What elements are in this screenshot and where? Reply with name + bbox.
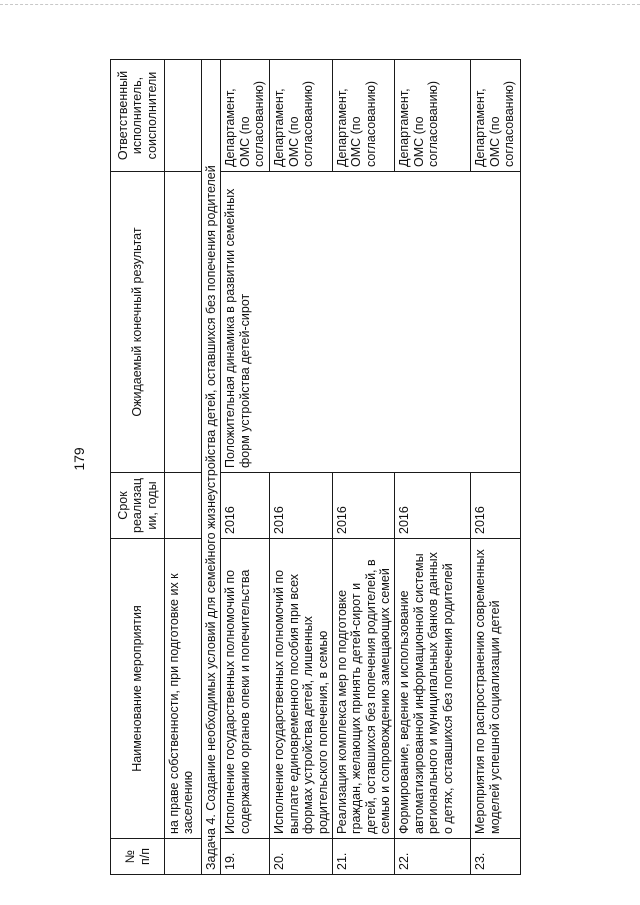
continuation-name: на праве собственности, при подготовке их к заселению	[165, 539, 202, 839]
header-result: Ожидаемый конечный результат	[111, 172, 165, 473]
continuation-term	[165, 473, 202, 539]
row-num: 23.	[471, 839, 521, 875]
row-responsible: Департамент, ОМС (по согласованию)	[471, 60, 521, 172]
row-term: 2016	[221, 473, 270, 539]
continuation-responsible	[165, 60, 202, 172]
table-rotation-frame	[110, 60, 517, 875]
row-responsible: Департамент, ОМС (по согласованию)	[332, 60, 395, 172]
scan-edge-line	[0, 4, 640, 5]
row-name: Реализация комплекса мер по подготовке граждан, желающих принять детей-сирот и детей, оставшихся без попечения родителей, в семью и сопровождению замещающих семей	[332, 539, 395, 839]
task-row	[202, 60, 221, 875]
table-header-row	[111, 60, 165, 875]
continuation-num	[165, 839, 202, 875]
header-responsible: Ответственный исполнитель, соисполнители	[111, 60, 165, 172]
row-term: 2016	[270, 473, 333, 539]
row-num: 22.	[395, 839, 471, 875]
row-responsible: Департамент, ОМС (по согласованию)	[395, 60, 471, 172]
row-num: 20.	[270, 839, 333, 875]
row-name: Формирование, ведение и использование автоматизированной информационной системы регионального и муниципальных банков данных о детях, оставшихся без попечения родителей	[395, 539, 471, 839]
header-num: № п/п	[111, 839, 165, 875]
row-term: 2016	[332, 473, 395, 539]
table-row	[221, 60, 270, 875]
row-result: Положительная динамика в развитии семейных форм устройства детей-сирот	[221, 172, 521, 473]
task-4-title: Задача 4. Создание необходимых условий для семейного жизнеустройства детей, оставшихся без попечения родителей	[202, 60, 221, 875]
continuation-result	[165, 172, 202, 473]
continuation-row	[165, 60, 202, 875]
row-name: Исполнение государственных полномочий по содержанию органов опеки и попечительства	[221, 539, 270, 839]
row-name: Исполнение государственных полномочий по выплате единовременного пособия при всех формах устройства детей, лишенных родительского попечения, в семью	[270, 539, 333, 839]
header-name: Наименование мероприятия	[111, 539, 165, 839]
row-num: 19.	[221, 839, 270, 875]
rotated-table-container	[110, 60, 517, 875]
row-name: Мероприятия по распространению современных моделей успешной социализации детей	[471, 539, 521, 839]
row-responsible: Департамент, ОМС (по согласованию)	[221, 60, 270, 172]
measures-table	[110, 59, 521, 875]
row-num: 21.	[332, 839, 395, 875]
header-term: Срок реализации, годы	[111, 473, 165, 539]
row-responsible: Департамент, ОМС (по согласованию)	[270, 60, 333, 172]
page-number: 179	[71, 447, 87, 471]
row-term: 2016	[395, 473, 471, 539]
row-term: 2016	[471, 473, 521, 539]
